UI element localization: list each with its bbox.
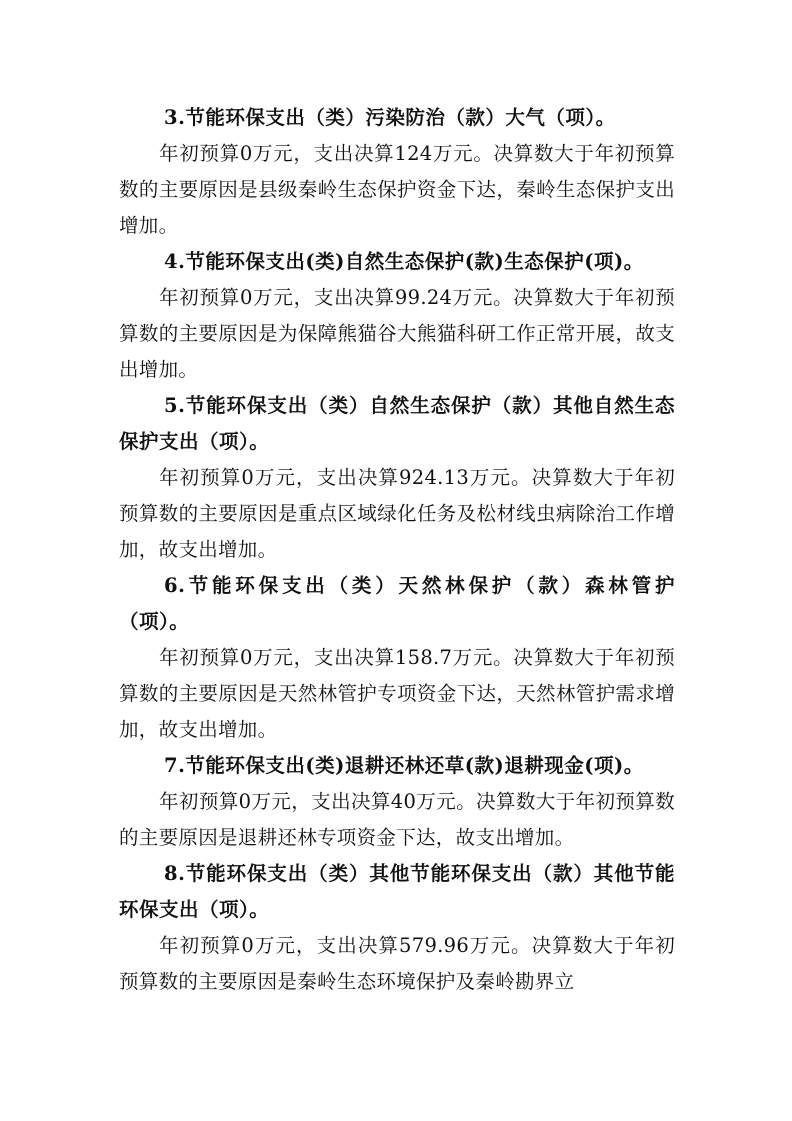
section-body: 年初预算0万元，支出决算158.7万元。决算数大于年初预算数的主要原因是天然林管护专项资金下达，天然林管护需求增加，故支出增加。	[119, 646, 675, 741]
section-heading: 4.节能环保支出(类)自然生态保护(款)生态保护(项)。	[164, 250, 644, 273]
section-5	[119, 388, 675, 568]
section-3	[119, 100, 675, 244]
document-content	[119, 100, 675, 1000]
section-7	[119, 748, 675, 856]
section-8	[119, 856, 675, 1000]
section-6	[119, 568, 675, 748]
section-heading: 5.节能环保支出（类）自然生态保护（款）其他自然生态保护支出（项）。	[119, 394, 675, 453]
section-heading: 7.节能环保支出(类)退耕还林还草(款)退耕现金(项)。	[164, 754, 644, 777]
section-heading: 3.节能环保支出（类）污染防治（款）大气（项）。	[164, 106, 616, 129]
section-body: 年初预算0万元，支出决算124万元。决算数大于年初预算数的主要原因是县级秦岭生态保护资金下达，秦岭生态保护支出增加。	[119, 142, 675, 237]
section-body: 年初预算0万元，支出决算40万元。决算数大于年初预算数的主要原因是退耕还林专项资金下达，故支出增加。	[119, 790, 675, 849]
section-body: 年初预算0万元，支出决算924.13万元。决算数大于年初预算数的主要原因是重点区域绿化任务及松材线虫病除治工作增加，故支出增加。	[119, 466, 675, 561]
section-4	[119, 244, 675, 388]
section-body: 年初预算0万元，支出决算99.24万元。决算数大于年初预算数的主要原因是为保障熊猫谷大熊猫科研工作正常开展，故支出增加。	[119, 286, 675, 381]
section-body: 年初预算0万元，支出决算579.96万元。决算数大于年初预算数的主要原因是秦岭生态环境保护及秦岭勘界立	[119, 934, 675, 993]
section-heading: 8.节能环保支出（类）其他节能环保支出（款）其他节能环保支出（项）。	[119, 862, 675, 921]
section-heading: 6.节能环保支出（类）天然林保护（款）森林管护（项）。	[119, 574, 675, 633]
